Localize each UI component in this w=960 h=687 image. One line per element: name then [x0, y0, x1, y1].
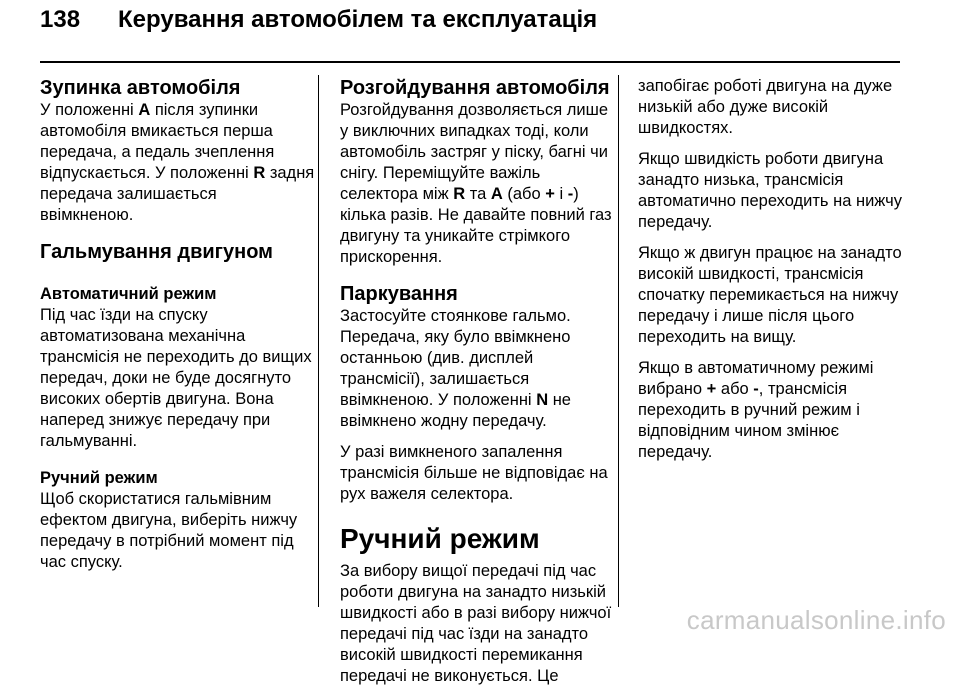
paragraph-manual-mode: [40, 489, 312, 573]
text-line: запобігає роботі двигуна на дуже: [638, 77, 893, 95]
section-heading-parking: Паркування: [340, 283, 458, 305]
section-heading-manual-mode: Ручний режим: [340, 523, 540, 554]
text-line: Передача, яку було ввімкнено: [340, 328, 571, 346]
text-line: автомобіля вмикається перша: [40, 122, 273, 140]
text-line: низькій або дуже високій: [638, 98, 829, 116]
text-line: останньою (див. дисплей: [340, 349, 534, 367]
text-line: прискорення.: [340, 248, 443, 266]
text-line: кілька разів. Не давайте повний газ: [340, 206, 612, 224]
text-line: За вибору вищої передачі під час: [340, 562, 597, 580]
section-heading-rocking: Розгойдування автомобіля: [340, 77, 610, 99]
paragraph-plus-minus: [638, 358, 910, 463]
text-line: високих обертів двигуна. Вона: [40, 390, 274, 408]
text-line: Якщо ж двигун працює на занадто: [638, 244, 902, 262]
text-line: гальмуванні.: [40, 432, 138, 450]
text-line: відповідним чином змінює: [638, 422, 839, 440]
paragraph-ignition-off: [340, 442, 612, 505]
text-line: автоматизована механічна: [40, 327, 246, 345]
text-line: у виключних випадках тоді, коли: [340, 122, 589, 140]
subheading-automatic-mode: Автоматичний режим: [40, 285, 217, 303]
text-line: трансмісія не переходить до вищих: [40, 348, 312, 366]
text-line: автоматично переходить на нижчу: [638, 192, 902, 210]
text-line: двигуну та уникайте стрімкого: [340, 227, 571, 245]
text-line: передача залишається: [40, 185, 217, 203]
text-line: Розгойдування дозволяється лише: [340, 101, 609, 119]
paragraph-high-speed: [638, 243, 910, 348]
text-line: трансмісія більше не відповідає на: [340, 464, 608, 482]
subheading-manual-mode: Ручний режим: [40, 469, 158, 487]
text-line: передача, а педаль зчеплення: [40, 143, 275, 161]
text-line: ввімкнено жодну передачу.: [340, 412, 547, 430]
text-line: високій швидкості перемикання: [340, 646, 583, 664]
text-line: передачі під час їзди на занадто: [340, 625, 589, 643]
header-divider: [40, 61, 900, 63]
text-line: швидкості або в разі вибору нижчої: [340, 604, 612, 622]
section-heading-stop: Зупинка автомобіля: [40, 77, 241, 99]
paragraph-manual-mode-gears: [340, 561, 612, 687]
text-line: передачу.: [638, 213, 713, 231]
text-line: передачу і лише після цього: [638, 307, 855, 325]
column-3: [638, 76, 910, 463]
text-line: переходить на вищу.: [638, 328, 797, 346]
text-line: передач, доки не буде досягнуто: [40, 369, 292, 387]
page-header-title: Керування автомобілем та експлуатація: [118, 6, 598, 33]
page-number: 138: [40, 6, 81, 33]
text-line: спочатку перемикається на нижчу: [638, 286, 899, 304]
paragraph-continuation: [638, 76, 910, 139]
text-line: автомобіль застряг у піску, багні чи: [340, 143, 608, 161]
text-line: занадто низька, трансмісія: [638, 171, 844, 189]
text-line: трансмісії), залишається: [340, 370, 530, 388]
text-line: Якщо в автоматичному режимі: [638, 359, 874, 377]
text-line: передачу в потрібний момент під: [40, 532, 294, 550]
text-line: ввімкненою.: [40, 206, 134, 224]
text-line: ефектом двигуна, виберіть нижчу: [40, 511, 298, 529]
paragraph-automatic-mode: [40, 305, 312, 452]
text-line: передачу.: [638, 443, 713, 461]
text-line: переходить в ручний режим і: [638, 401, 860, 419]
text-line: снігу. Переміщуйте важіль: [340, 164, 541, 182]
text-line: рух важеля селектора.: [340, 485, 514, 503]
text-line: У положенні A після зупинки: [40, 101, 259, 119]
column-divider-2: [618, 75, 619, 607]
text-line: час спуску.: [40, 553, 123, 571]
text-line: роботи двигуна на занадто низькій: [340, 583, 606, 601]
text-line: селектора між R та A (або + і -): [340, 185, 579, 203]
text-line: відпускається. У положенні R задня: [40, 164, 315, 182]
text-line: Якщо швидкість роботи двигуна: [638, 150, 884, 168]
section-heading-engine-braking: Гальмування двигуном: [40, 241, 273, 263]
paragraph-low-speed: [638, 149, 910, 233]
column-1: [40, 76, 315, 573]
text-line: вибрано + або -, трансмісія: [638, 380, 848, 398]
paragraph-rocking: [340, 100, 612, 268]
text-line: швидкостях.: [638, 119, 734, 137]
text-line: наперед знижує передачу при: [40, 411, 271, 429]
text-line: ввімкненою. У положенні N не: [340, 391, 571, 409]
text-line: Щоб скористатися гальмівним: [40, 490, 272, 508]
column-2: [340, 76, 612, 687]
column-divider-1: [318, 75, 319, 607]
paragraph-parking: [340, 306, 612, 432]
text-line: Під час їзди на спуску: [40, 306, 208, 324]
watermark: carmanualsonline.info: [686, 605, 946, 635]
paragraph-stop: [40, 100, 315, 226]
text-line: високій швидкості, трансмісія: [638, 265, 864, 283]
text-line: Застосуйте стоянкове гальмо.: [340, 307, 571, 325]
text-line: передачі не виконується. Це: [340, 667, 559, 685]
text-line: У разі вимкненого запалення: [340, 443, 563, 461]
